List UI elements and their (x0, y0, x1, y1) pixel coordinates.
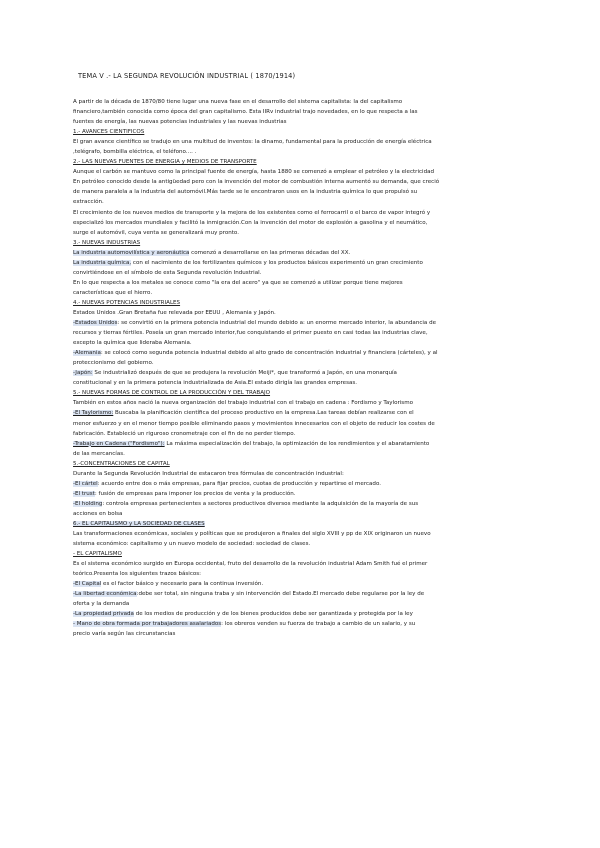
highlighted-term: -Alemania (73, 350, 101, 357)
line-text: Es el sistema económico surgido en Europa occidental, fruto del desarrollo de la revolución industrial Adam Smith fué el primer (73, 561, 428, 568)
paragraph-line (73, 137, 533, 147)
line-text: El gran avance científico se tradujo en una multitud de inventos: la dinamo, fundamental para la producción de energía eléctrica (73, 139, 432, 146)
line-text: recursos y tierras fértiles. Poseía un gran mercado interior,fue conquistando el primer puesto en casi todas las industrias clave, (73, 330, 428, 337)
paragraph-line (73, 288, 533, 298)
paragraph-line (73, 419, 533, 429)
paragraph-line (73, 509, 533, 519)
paragraph-line (73, 529, 533, 539)
line-text: También en estos años nació la nueva organización del trabajo industrial con el trabajo en cadena : Fordismo y Taylorismo (73, 400, 413, 407)
line-text: : controla empresas pertenecientes a sectores productivos diversos mediante la adquisición de la mayoría de sus (102, 500, 419, 507)
paragraph-line (73, 117, 533, 127)
section-heading-text: 5.- NUEVAS FORMAS DE CONTROL DE LA PRODUCCIÓN Y DEL TRABAJO (73, 390, 271, 397)
highlighted-term: -El holding (73, 500, 103, 507)
paragraph-line (73, 469, 533, 479)
line-text: La máxima especialización del trabajo, la optimización de los rendimientos y el abaratamiento (164, 440, 430, 447)
line-text: oferta y la demanda (73, 601, 130, 608)
paragraph-line (73, 368, 533, 378)
line-text: menor esfuerzo y en el menor tiempo posible eliminando pasos y movimientos innecesarios con el objeto de reducir los costes de (73, 420, 435, 427)
line-text: El crecimiento de los nuevos medios de transporte y la mejora de los existentes como el ferrocarril o el barco de vapor integró y (73, 209, 431, 216)
paragraph-line (73, 218, 533, 228)
highlighted-term: -El Taylorismo: (73, 410, 114, 417)
line-text: : fusión de empresas para imponer los precios de venta y la producción. (94, 490, 296, 497)
paragraph-line (73, 429, 533, 439)
paragraph-line (73, 248, 533, 258)
line-text: Aunque el carbón se mantuvo como la principal fuente de energía, hasta 1880 se comenzó a emplear el petróleo y la electricidad (73, 169, 435, 176)
paragraph-line (73, 258, 533, 268)
section-heading-text: 5.-CONCENTRACIONES DE CAPITAL (73, 460, 170, 467)
line-text: Durante la Segunda Revolución Industrial de estacaron tres fórmulas de concentración industrial: (73, 470, 344, 477)
section-heading-text: 1.- AVANCES CIENTIFICOS (73, 129, 145, 136)
line-text: es el factor básico y necesario para la continua inversión. (101, 581, 264, 588)
highlighted-term: - Mano de obra formada por trabajadores asalariados (73, 621, 222, 628)
line-text: Se industrializó después de que se produjera la revolución Meiji*, que transformó a Japón, en una monarquía (92, 370, 397, 377)
highlighted-term: -Japón: (73, 370, 93, 377)
line-text: :debe ser total, sin ninguna traba y sin intervención del Estado.El mercado debe regularse por la ley de (136, 591, 425, 598)
paragraph-line (73, 579, 533, 589)
line-text: Las transformaciones económicas, sociales y políticas que se produjeron a finales del siglo XVIII y pp de XIX originaron un nuevo (73, 531, 431, 538)
document-body (73, 97, 533, 640)
paragraph-line (73, 348, 533, 358)
paragraph-line (73, 308, 533, 318)
line-text: excepto la química que lideraba Alemania. (73, 340, 192, 347)
paragraph-line (73, 539, 533, 549)
highlighted-term: -El Capital (73, 581, 102, 588)
section-heading (73, 519, 533, 529)
line-text: características que el hierro. (73, 289, 153, 296)
paragraph-line (73, 358, 533, 368)
section-heading (73, 459, 533, 469)
line-text: especializó los mercados mundiales y facilitó la inmigración.Con la invención del motor de explosión a gasolina y el neumático, (73, 219, 428, 226)
section-heading-text: 3.- NUEVAS INDUSTRIAS (73, 239, 141, 246)
paragraph-line (73, 187, 533, 197)
paragraph-line (73, 559, 533, 569)
line-text: fuentes de energía, las nuevas potencias industriales y las nuevas industrias (73, 119, 287, 126)
line-text: de las mercancías. (73, 450, 125, 457)
line-text: teórico.Presenta los siguientes trazos básicos: (73, 571, 202, 578)
paragraph-line (73, 228, 533, 238)
line-text: ,telégrafo, bombilla eléctrica, el teléfono.... . (73, 149, 197, 156)
line-text: precio varía según las circunstancias (73, 631, 176, 638)
line-text: financiero,también conocida como época del gran capitalismo. Esta IIRv industrial trajo novedades, en lo que respecta a las (73, 109, 418, 116)
line-text: comenzó a desarrollarse en las primeras décadas del XX. (189, 249, 351, 256)
paragraph-line (73, 107, 533, 117)
highlighted-term: -Trabajo en Cadena ("Fordismo"): (73, 440, 165, 447)
paragraph-line (73, 619, 533, 629)
line-text: : se colocó como segunda potencia industrial debido al alto grado de concentración industrial y financiera (cárteles), y al (100, 350, 438, 357)
paragraph-line (73, 629, 533, 639)
document-title: TEMA V .- LA SEGUNDA REVOLUCIÓN INDUSTRIAL ( 1870/1914) (78, 72, 296, 80)
section-heading-text: 2.- LAS NUEVAS FUENTES DE ENERGIA y MEDIOS DE TRANSPORTE (73, 159, 257, 166)
line-text: convirtiéndose en el símbolo de esta Segunda revolución Industrial. (73, 269, 262, 276)
paragraph-line (73, 177, 533, 187)
section-heading-text: 6.- EL CAPITALISMO y LA SOCIEDAD DE CLASES (73, 520, 205, 527)
paragraph-line (73, 408, 533, 418)
paragraph-line (73, 167, 533, 177)
line-text: surge el automóvil, cuya venta se generalizará muy pronto. (73, 229, 239, 236)
paragraph-line (73, 589, 533, 599)
line-text: A partir de la década de 1870/80 tiene lugar una nueva fase en el desarrollo del sistema capitalista: la del capitalismo (73, 99, 403, 105)
highlighted-term: -El cártel (73, 480, 98, 487)
highlighted-term: -La libertad económica (73, 591, 137, 598)
paragraph-line (73, 197, 533, 207)
paragraph-line (73, 378, 533, 388)
line-text: constitucional y en la primera potencia industrializada de Asia.El estado dirigía las grandes empresas. (73, 380, 358, 387)
paragraph-line (73, 479, 533, 489)
section-heading (73, 157, 533, 167)
highlighted-term: -La propiedad privada (73, 611, 134, 618)
section-heading (73, 388, 533, 398)
section-heading (73, 127, 533, 137)
line-text: En petróleo conocido desde la antigüedad pero con la invención del motor de combustión interna aumentó su demanda, que creció (73, 179, 440, 186)
paragraph-line (73, 318, 533, 328)
paragraph-line (73, 599, 533, 609)
section-heading-text: - EL CAPITALISMO (73, 551, 122, 558)
paragraph-line (73, 398, 533, 408)
line-text: En lo que respecta a los metales se conoce como "la era del acero" ya que se comenzó a utilizar porque tiene mejores (73, 279, 403, 286)
paragraph-line (73, 278, 533, 288)
highlighted-term: La industria química, (73, 259, 132, 266)
paragraph-line (73, 609, 533, 619)
line-text: fabricación. Estableció un riguroso cronometraje con el fin de no perder tiempo. (73, 430, 296, 437)
section-heading-text: 4.- NUEVAS POTENCIAS INDUSTRIALES (73, 299, 181, 306)
section-heading (73, 549, 533, 559)
section-heading (73, 298, 533, 308)
paragraph-line (73, 439, 533, 449)
line-text: de los medios de producción y de los bienes producidos debe ser garantizada y protegida por la ley (133, 611, 413, 618)
paragraph-line (73, 268, 533, 278)
paragraph-line (73, 208, 533, 218)
line-text: Buscaba la planificación científica del proceso productivo en la empresa.Las tareas debían realizarse con el (113, 410, 414, 417)
line-text: : los obreros venden su fuerza de trabajo a cambio de un salario, y su (221, 621, 416, 628)
paragraph-line (73, 338, 533, 348)
paragraph-line (73, 97, 533, 107)
paragraph-line (73, 489, 533, 499)
line-text: extracción. (73, 199, 104, 206)
line-text: : se convirtió en la primera potencia industrial del mundo debido a: un enorme mercado interior, la abundancia de (117, 320, 437, 327)
paragraph-line (73, 328, 533, 338)
paragraph-line (73, 147, 533, 157)
line-text: proteccionismo del gobierno. (73, 360, 154, 367)
paragraph-line (73, 569, 533, 579)
paragraph-line (73, 449, 533, 459)
line-text: acciones en bolsa (73, 510, 123, 517)
section-heading (73, 238, 533, 248)
line-text: : acuerdo entre dos o más empresas, para fijar precios, cuotas de producción y repartirse el mercado. (97, 480, 382, 487)
paragraph-line (73, 499, 533, 509)
line-text: sistema económico: capitalismo y un nuevo modelo de sociedad: sociedad de clases. (73, 541, 311, 548)
line-text: de manera paralela a la industria del automóvil.Más tarde se le encontraron usos en la industria química lo que propulsó su (73, 189, 418, 196)
highlighted-term: La industria automovilística y aeronáutica (73, 249, 190, 256)
line-text: Estados Unidos .Gran Bretaña fue relevada por EEUU , Alemania y Japón. (73, 309, 276, 316)
line-text: con el nacimiento de los fertilizantes químicos y los productos básicos experimentó un gran crecimiento (131, 259, 423, 266)
highlighted-term: -El trust (73, 490, 95, 497)
highlighted-term: -Estados Unidos (73, 320, 118, 327)
